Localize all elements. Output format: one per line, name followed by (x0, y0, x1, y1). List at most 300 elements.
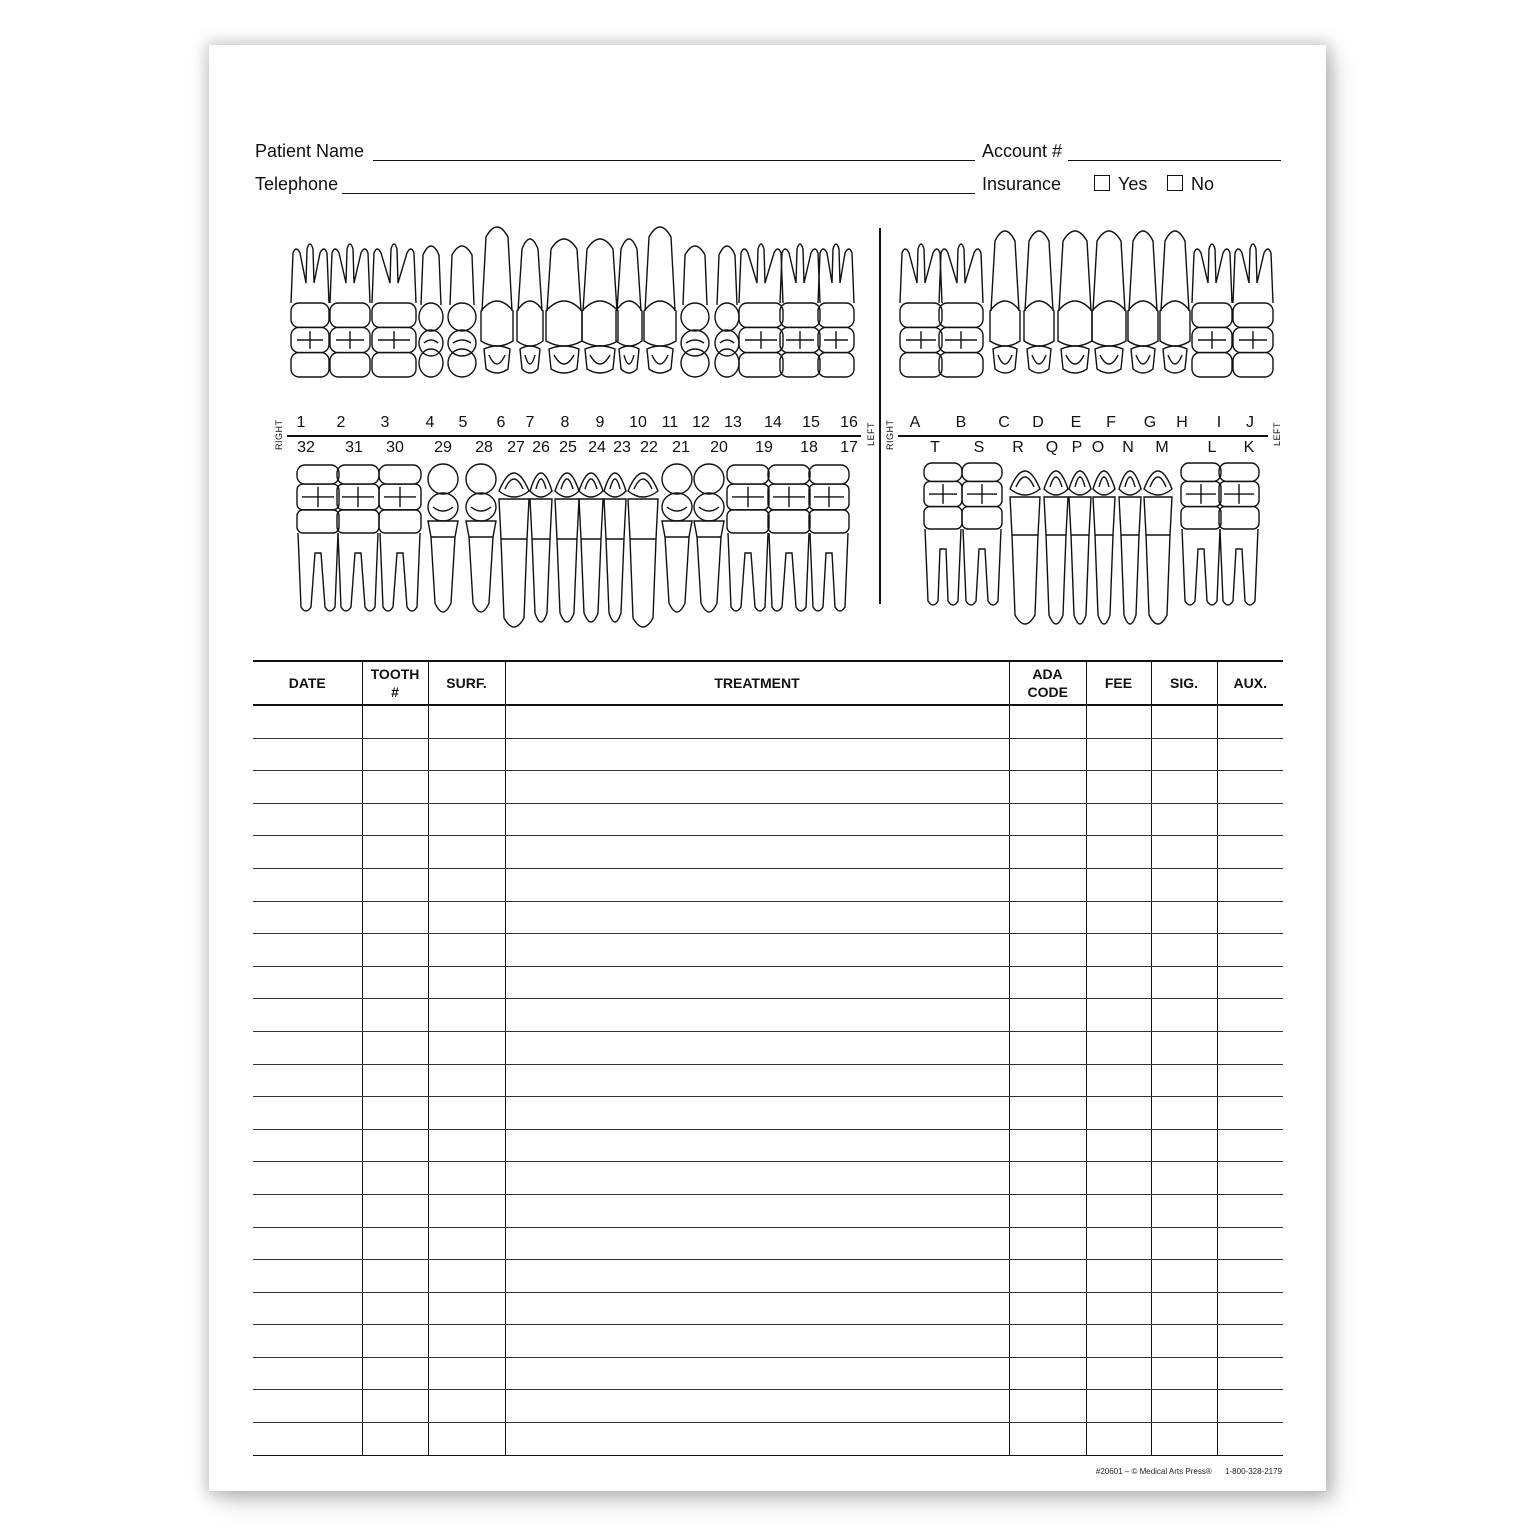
tooth-root (1093, 231, 1125, 311)
primary-upper-tooth-9 (1192, 244, 1232, 377)
surface-cell[interactable] (428, 803, 505, 836)
sig-cell[interactable] (1151, 1423, 1217, 1456)
aux-cell[interactable] (1217, 934, 1283, 967)
column-header-treatment: TREATMENT (505, 661, 1009, 705)
tooth-cell[interactable] (362, 1325, 428, 1358)
surface-cell[interactable] (428, 836, 505, 869)
date-cell[interactable] (253, 1162, 362, 1195)
sig-cell[interactable] (1151, 966, 1217, 999)
tooth-cell[interactable] (362, 771, 428, 804)
primary-upper-tooth-6 (1092, 231, 1126, 373)
tooth-cell[interactable] (362, 868, 428, 901)
primary-lower-tooth-10 (1219, 463, 1259, 605)
date-cell[interactable] (253, 1064, 362, 1097)
surface-cell[interactable] (428, 934, 505, 967)
ada-code-cell[interactable] (1009, 1031, 1086, 1064)
tooth-cell[interactable] (362, 999, 428, 1032)
tooth-crown (809, 465, 849, 484)
tooth-number: 32 (297, 439, 315, 456)
tooth-root (697, 537, 721, 612)
surface-cell[interactable] (428, 1194, 505, 1227)
table-row (253, 868, 1283, 901)
sig-cell[interactable] (1151, 901, 1217, 934)
fee-cell[interactable] (1086, 999, 1151, 1032)
tooth-groove (773, 487, 805, 507)
treatment-cell[interactable] (505, 803, 1009, 836)
tooth-root (557, 539, 577, 622)
tooth-groove (1050, 477, 1062, 487)
treatment-cell[interactable] (505, 966, 1009, 999)
treatment-cell[interactable] (505, 934, 1009, 967)
date-cell[interactable] (253, 934, 362, 967)
tooth-number: 12 (692, 414, 710, 431)
tooth-number: 27 (507, 439, 525, 456)
lower-tooth-17 (809, 465, 849, 611)
tooth-crown (1119, 497, 1141, 535)
date-cell[interactable] (253, 803, 362, 836)
table-row (253, 771, 1283, 804)
lower-tooth-25 (555, 473, 579, 622)
tooth-cell[interactable] (362, 1357, 428, 1390)
tooth-groove (336, 331, 364, 349)
aux-cell[interactable] (1217, 966, 1283, 999)
lower-tooth-31 (337, 465, 379, 611)
fee-cell[interactable] (1086, 868, 1151, 901)
primary-lower-tooth-7 (1119, 471, 1141, 624)
tooth-groove (1186, 484, 1216, 504)
tooth-cell[interactable] (362, 738, 428, 771)
tooth-crown (372, 303, 416, 327)
tooth-illustrations (209, 45, 1326, 645)
treatment-cell[interactable] (505, 901, 1009, 934)
ada-code-cell[interactable] (1009, 901, 1086, 934)
upper-tooth-15 (780, 244, 820, 377)
treatment-cell[interactable] (505, 1260, 1009, 1293)
aux-cell[interactable] (1217, 1194, 1283, 1227)
tooth-number: 30 (386, 439, 404, 456)
aux-cell[interactable] (1217, 836, 1283, 869)
treatment-cell[interactable] (505, 1357, 1009, 1390)
tooth-crown (604, 499, 626, 539)
tooth-letter: J (1246, 414, 1254, 431)
surface-cell[interactable] (428, 966, 505, 999)
tooth-crown (694, 464, 724, 494)
primary-upper-tooth-4 (1024, 231, 1054, 373)
tooth-groove (624, 355, 634, 364)
tooth-root (939, 244, 983, 303)
treatment-cell[interactable] (505, 1390, 1009, 1423)
tooth-crown (419, 349, 443, 377)
aux-cell[interactable] (1217, 1357, 1283, 1390)
tooth-letter: N (1122, 439, 1134, 456)
tooth-cell[interactable] (362, 803, 428, 836)
tooth-lingual (1163, 346, 1187, 373)
tooth-cell[interactable] (362, 966, 428, 999)
aux-cell[interactable] (1217, 1325, 1283, 1358)
ada-code-cell[interactable] (1009, 1292, 1086, 1325)
tooth-crown (419, 303, 443, 331)
tooth-lingual (499, 473, 529, 497)
table-row (253, 999, 1283, 1032)
ada-code-cell[interactable] (1009, 1325, 1086, 1358)
tooth-crown (780, 303, 820, 327)
treatment-cell[interactable] (505, 1031, 1009, 1064)
upper-tooth-12 (681, 246, 709, 377)
ada-code-cell[interactable] (1009, 836, 1086, 869)
aux-cell[interactable] (1217, 868, 1283, 901)
fee-cell[interactable] (1086, 1194, 1151, 1227)
surface-cell[interactable] (428, 1357, 505, 1390)
sig-cell[interactable] (1151, 803, 1217, 836)
ada-code-cell[interactable] (1009, 1162, 1086, 1195)
treatment-cell[interactable] (505, 1129, 1009, 1162)
tooth-number: 10 (629, 414, 647, 431)
surface-cell[interactable] (428, 1260, 505, 1293)
tooth-groove (1066, 355, 1084, 364)
tooth-root (1192, 244, 1232, 303)
sig-cell[interactable] (1151, 1325, 1217, 1358)
tooth-groove (686, 340, 704, 343)
surface-cell[interactable] (428, 738, 505, 771)
date-cell[interactable] (253, 1390, 362, 1423)
date-cell[interactable] (253, 1097, 362, 1130)
table-row (253, 705, 1283, 738)
tooth-root (501, 539, 527, 627)
fee-cell[interactable] (1086, 934, 1151, 967)
surface-cell[interactable] (428, 1162, 505, 1195)
sig-cell[interactable] (1151, 1292, 1217, 1325)
sig-cell[interactable] (1151, 1097, 1217, 1130)
date-cell[interactable] (253, 705, 362, 738)
aux-cell[interactable] (1217, 1227, 1283, 1260)
surface-cell[interactable] (428, 1390, 505, 1423)
tooth-root (547, 239, 581, 311)
sig-cell[interactable] (1151, 1357, 1217, 1390)
tooth-root (1161, 231, 1189, 311)
fee-cell[interactable] (1086, 836, 1151, 869)
aux-cell[interactable] (1217, 1292, 1283, 1325)
tooth-groove (745, 331, 777, 349)
sig-cell[interactable] (1151, 1260, 1217, 1293)
upper-tooth-14 (739, 244, 783, 377)
tooth-root (617, 239, 641, 311)
primary-upper-tooth-1 (900, 244, 942, 377)
sig-cell[interactable] (1151, 1227, 1217, 1260)
sig-cell[interactable] (1151, 934, 1217, 967)
surface-cell[interactable] (428, 1031, 505, 1064)
aux-cell[interactable] (1217, 1097, 1283, 1130)
date-cell[interactable] (253, 1129, 362, 1162)
surface-cell[interactable] (428, 1129, 505, 1162)
tooth-root (963, 529, 1001, 605)
tooth-crown (466, 464, 496, 494)
date-cell[interactable] (253, 1325, 362, 1358)
ada-code-cell[interactable] (1009, 1357, 1086, 1390)
tooth-number: 15 (802, 414, 820, 431)
fee-cell[interactable] (1086, 1390, 1151, 1423)
ada-code-cell[interactable] (1009, 999, 1086, 1032)
tooth-lingual (1027, 346, 1051, 373)
tooth-groove (302, 487, 334, 507)
surface-cell[interactable] (428, 999, 505, 1032)
tooth-crown (924, 463, 962, 481)
date-cell[interactable] (253, 1194, 362, 1227)
tooth-cell[interactable] (362, 934, 428, 967)
lower-tooth-23 (604, 473, 626, 622)
ada-code-cell[interactable] (1009, 1064, 1086, 1097)
tooth-letter: L (1207, 439, 1217, 456)
treatment-cell[interactable] (505, 1325, 1009, 1358)
aux-cell[interactable] (1217, 1064, 1283, 1097)
lower-tooth-30 (379, 465, 421, 611)
tooth-crown (1219, 463, 1259, 481)
tooth-root (450, 246, 474, 305)
tooth-lingual (585, 346, 615, 373)
table-row (253, 1194, 1283, 1227)
tooth-root (421, 246, 441, 305)
treatment-cell[interactable] (505, 771, 1009, 804)
tooth-root (518, 239, 542, 311)
surface-cell[interactable] (428, 771, 505, 804)
tooth-groove (699, 507, 719, 511)
primary-midline (898, 435, 1268, 437)
sig-cell[interactable] (1151, 1390, 1217, 1423)
primary-lower-tooth-5 (1069, 471, 1091, 624)
surface-cell[interactable] (428, 901, 505, 934)
ada-code-cell[interactable] (1009, 1097, 1086, 1130)
surface-cell[interactable] (428, 1423, 505, 1456)
tooth-crown (297, 465, 339, 484)
treatment-cell[interactable] (505, 1227, 1009, 1260)
sig-cell[interactable] (1151, 771, 1217, 804)
treatment-cell[interactable] (505, 705, 1009, 738)
aux-cell[interactable] (1217, 771, 1283, 804)
fee-cell[interactable] (1086, 1357, 1151, 1390)
upper-tooth-16 (818, 244, 854, 377)
date-cell[interactable] (253, 1227, 362, 1260)
fee-cell[interactable] (1086, 1162, 1151, 1195)
sig-cell[interactable] (1151, 1194, 1217, 1227)
aux-cell[interactable] (1217, 1390, 1283, 1423)
aux-cell[interactable] (1217, 1129, 1283, 1162)
fee-cell[interactable] (1086, 1097, 1151, 1130)
tooth-groove (824, 331, 848, 349)
tooth-crown (579, 499, 603, 539)
fee-cell[interactable] (1086, 901, 1151, 934)
tooth-cell[interactable] (362, 836, 428, 869)
tooth-cell[interactable] (362, 1390, 428, 1423)
column-header-aux: AUX. (1217, 661, 1283, 705)
fee-cell[interactable] (1086, 1129, 1151, 1162)
date-cell[interactable] (253, 771, 362, 804)
tooth-root (606, 539, 624, 622)
tooth-lingual (604, 473, 626, 497)
sig-cell[interactable] (1151, 1064, 1217, 1097)
tooth-crown (990, 301, 1020, 346)
treatment-cell[interactable] (505, 1194, 1009, 1227)
lower-tooth-22 (628, 473, 658, 627)
primary-lower-tooth-9 (1181, 463, 1221, 605)
tooth-number: 22 (640, 439, 658, 456)
tooth-groove (433, 507, 453, 511)
aux-cell[interactable] (1217, 1423, 1283, 1456)
ada-code-cell[interactable] (1009, 1129, 1086, 1162)
date-cell[interactable] (253, 836, 362, 869)
sig-cell[interactable] (1151, 1129, 1217, 1162)
tooth-number: 20 (710, 439, 728, 456)
fee-cell[interactable] (1086, 1260, 1151, 1293)
sig-cell[interactable] (1151, 705, 1217, 738)
date-cell[interactable] (253, 1423, 362, 1456)
date-cell[interactable] (253, 999, 362, 1032)
date-cell[interactable] (253, 1292, 362, 1325)
date-cell[interactable] (253, 901, 362, 934)
tooth-groove (1150, 477, 1166, 487)
lower-tooth-29 (428, 464, 458, 612)
lower-tooth-28 (466, 464, 496, 612)
tooth-crown (499, 499, 529, 539)
tooth-letter: Q (1045, 439, 1059, 456)
fee-cell[interactable] (1086, 705, 1151, 738)
tooth-groove (1032, 355, 1046, 364)
ada-code-cell[interactable] (1009, 1423, 1086, 1456)
tooth-root (380, 533, 420, 611)
tooth-crown (628, 499, 658, 539)
ada-code-cell[interactable] (1009, 738, 1086, 771)
tooth-lingual (1061, 346, 1089, 373)
tooth-groove (967, 484, 997, 504)
tooth-cell[interactable] (362, 1423, 428, 1456)
tooth-lingual (628, 473, 658, 497)
surface-cell[interactable] (428, 868, 505, 901)
tooth-number: 4 (425, 414, 435, 431)
date-cell[interactable] (253, 1357, 362, 1390)
treatment-cell[interactable] (505, 999, 1009, 1032)
treatment-cell[interactable] (505, 1423, 1009, 1456)
primary-lower-teeth (924, 463, 1259, 624)
aux-cell[interactable] (1217, 1260, 1283, 1293)
upper-tooth-4 (419, 246, 443, 377)
ada-code-cell[interactable] (1009, 705, 1086, 738)
aux-cell[interactable] (1217, 901, 1283, 934)
treatment-cell[interactable] (505, 1097, 1009, 1130)
tooth-root (739, 244, 783, 303)
aux-cell[interactable] (1217, 738, 1283, 771)
table-row (253, 901, 1283, 934)
aux-cell[interactable] (1217, 1162, 1283, 1195)
treatment-cell[interactable] (505, 836, 1009, 869)
aux-cell[interactable] (1217, 705, 1283, 738)
ada-code-cell[interactable] (1009, 771, 1086, 804)
tooth-crown (1128, 301, 1158, 346)
fee-cell[interactable] (1086, 803, 1151, 836)
tooth-occlusal (428, 493, 458, 521)
table-row (253, 836, 1283, 869)
date-cell[interactable] (253, 738, 362, 771)
tooth-groove (1136, 355, 1150, 364)
tooth-cell[interactable] (362, 1194, 428, 1227)
fee-cell[interactable] (1086, 738, 1151, 771)
fee-cell[interactable] (1086, 966, 1151, 999)
ada-code-cell[interactable] (1009, 1227, 1086, 1260)
permanent-upper-teeth (291, 227, 854, 377)
ada-code-cell[interactable] (1009, 1260, 1086, 1293)
sig-cell[interactable] (1151, 738, 1217, 771)
date-cell[interactable] (253, 966, 362, 999)
treatment-cell[interactable] (505, 1292, 1009, 1325)
tooth-crown (1181, 463, 1221, 481)
fee-cell[interactable] (1086, 1064, 1151, 1097)
sig-cell[interactable] (1151, 1031, 1217, 1064)
tooth-root (818, 244, 854, 303)
treatment-cell[interactable] (505, 1064, 1009, 1097)
date-cell[interactable] (253, 1031, 362, 1064)
sig-cell[interactable] (1151, 836, 1217, 869)
tooth-cell[interactable] (362, 1031, 428, 1064)
surface-cell[interactable] (428, 1097, 505, 1130)
treatment-cell[interactable] (505, 738, 1009, 771)
tooth-cell[interactable] (362, 1292, 428, 1325)
surface-cell[interactable] (428, 1292, 505, 1325)
ada-code-cell[interactable] (1009, 966, 1086, 999)
ada-code-cell[interactable] (1009, 868, 1086, 901)
ada-code-cell[interactable] (1009, 934, 1086, 967)
fee-cell[interactable] (1086, 1423, 1151, 1456)
tooth-cell[interactable] (362, 1129, 428, 1162)
fee-cell[interactable] (1086, 1325, 1151, 1358)
table-row (253, 1357, 1283, 1390)
ada-code-cell[interactable] (1009, 803, 1086, 836)
date-cell[interactable] (253, 868, 362, 901)
aux-cell[interactable] (1217, 999, 1283, 1032)
primary-lower-tooth-3 (1010, 471, 1040, 624)
tooth-root (431, 537, 455, 612)
tooth-cell[interactable] (362, 1227, 428, 1260)
aux-cell[interactable] (1217, 803, 1283, 836)
tooth-crown (448, 349, 476, 377)
tooth-cell[interactable] (362, 1097, 428, 1130)
ada-code-cell[interactable] (1009, 1390, 1086, 1423)
fee-cell[interactable] (1086, 1227, 1151, 1260)
tooth-cell[interactable] (362, 901, 428, 934)
date-cell[interactable] (253, 1260, 362, 1293)
tooth-occlusal (662, 493, 692, 521)
fee-cell[interactable] (1086, 1031, 1151, 1064)
tooth-cell[interactable] (362, 1162, 428, 1195)
sig-cell[interactable] (1151, 999, 1217, 1032)
upper-tooth-7 (517, 239, 543, 373)
patient-name-label: Patient Name (255, 141, 365, 161)
sig-cell[interactable] (1151, 1162, 1217, 1195)
tooth-groove (732, 487, 764, 507)
treatment-cell[interactable] (505, 868, 1009, 901)
treatment-cell[interactable] (505, 1162, 1009, 1195)
surface-cell[interactable] (428, 1325, 505, 1358)
fee-cell[interactable] (1086, 771, 1151, 804)
tooth-lingual (1069, 471, 1091, 495)
fee-cell[interactable] (1086, 1292, 1151, 1325)
tooth-cell[interactable] (362, 705, 428, 738)
sig-cell[interactable] (1151, 868, 1217, 901)
tooth-number: 8 (560, 414, 570, 431)
surface-cell[interactable] (428, 705, 505, 738)
surface-cell[interactable] (428, 1064, 505, 1097)
aux-cell[interactable] (1217, 1031, 1283, 1064)
ada-code-cell[interactable] (1009, 1194, 1086, 1227)
tooth-cell[interactable] (362, 1260, 428, 1293)
surface-cell[interactable] (428, 1227, 505, 1260)
tooth-cell[interactable] (362, 1064, 428, 1097)
